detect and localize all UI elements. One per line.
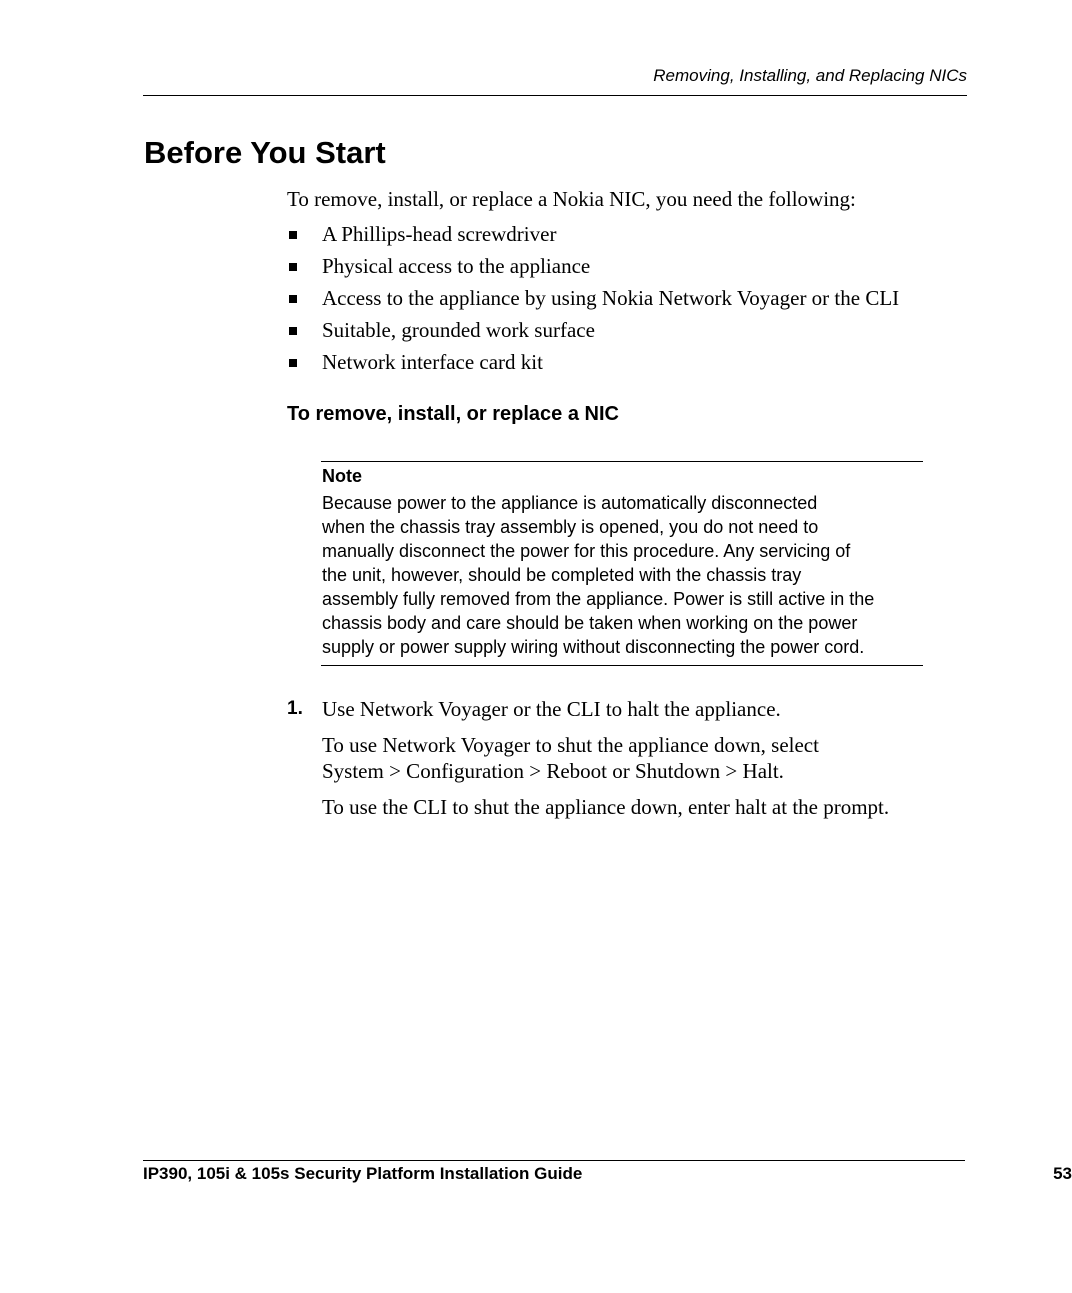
procedure-heading: To remove, install, or replace a NIC bbox=[287, 403, 619, 425]
list-item-text: Network interface card kit bbox=[322, 350, 543, 374]
note-line: supply or power supply wiring without disconnecting the power cord. bbox=[322, 637, 865, 657]
note-box bbox=[321, 461, 923, 666]
note-line: the unit, however, should be completed with the chassis tray bbox=[322, 565, 802, 585]
list-item-text: Suitable, grounded work surface bbox=[322, 318, 595, 342]
step-detail-voyager bbox=[322, 732, 819, 784]
intro-paragraph: To remove, install, or replace a Nokia NIC, you need the following: bbox=[287, 187, 856, 211]
square-bullet-icon bbox=[289, 263, 297, 271]
list-item-text: Physical access to the appliance bbox=[322, 254, 591, 278]
page-number: 53 bbox=[1053, 1164, 1072, 1183]
note-body bbox=[322, 491, 932, 659]
square-bullet-icon bbox=[289, 359, 297, 367]
note-label: Note bbox=[322, 466, 362, 486]
note-line: chassis body and care should be taken when working on the power bbox=[322, 613, 858, 633]
note-line: Because power to the appliance is automatically disconnected bbox=[322, 493, 818, 513]
square-bullet-icon bbox=[289, 231, 297, 239]
square-bullet-icon bbox=[289, 327, 297, 335]
step-detail-line: To use the CLI to shut the appliance down, enter halt at the prompt. bbox=[322, 795, 890, 819]
footer-guide-title: IP390, 105i & 105s Security Platform Installation Guide bbox=[143, 1164, 583, 1183]
section-title: Before You Start bbox=[144, 135, 386, 170]
step-detail-cli bbox=[322, 794, 889, 820]
step-text: Use Network Voyager or the CLI to halt the appliance. bbox=[322, 697, 781, 721]
note-line: assembly fully removed from the appliance. Power is still active in the bbox=[322, 589, 875, 609]
header-rule bbox=[143, 95, 967, 96]
step-number: 1. bbox=[287, 698, 303, 719]
list-item-text: A Phillips-head screwdriver bbox=[322, 222, 557, 246]
footer-rule bbox=[143, 1160, 965, 1161]
square-bullet-icon bbox=[289, 295, 297, 303]
list-item-text: Access to the appliance by using Nokia Network Voyager or the CLI bbox=[322, 286, 900, 310]
note-line: when the chassis tray assembly is opened, you do not need to bbox=[322, 517, 819, 537]
note-line: manually disconnect the power for this procedure. Any servicing of bbox=[322, 541, 851, 561]
running-header: Removing, Installing, and Replacing NICs bbox=[653, 66, 967, 85]
menu-path: System > Configuration > Reboot or Shutdown > Halt. bbox=[322, 759, 784, 783]
step-detail-line: To use Network Voyager to shut the appliance down, select bbox=[322, 733, 819, 757]
